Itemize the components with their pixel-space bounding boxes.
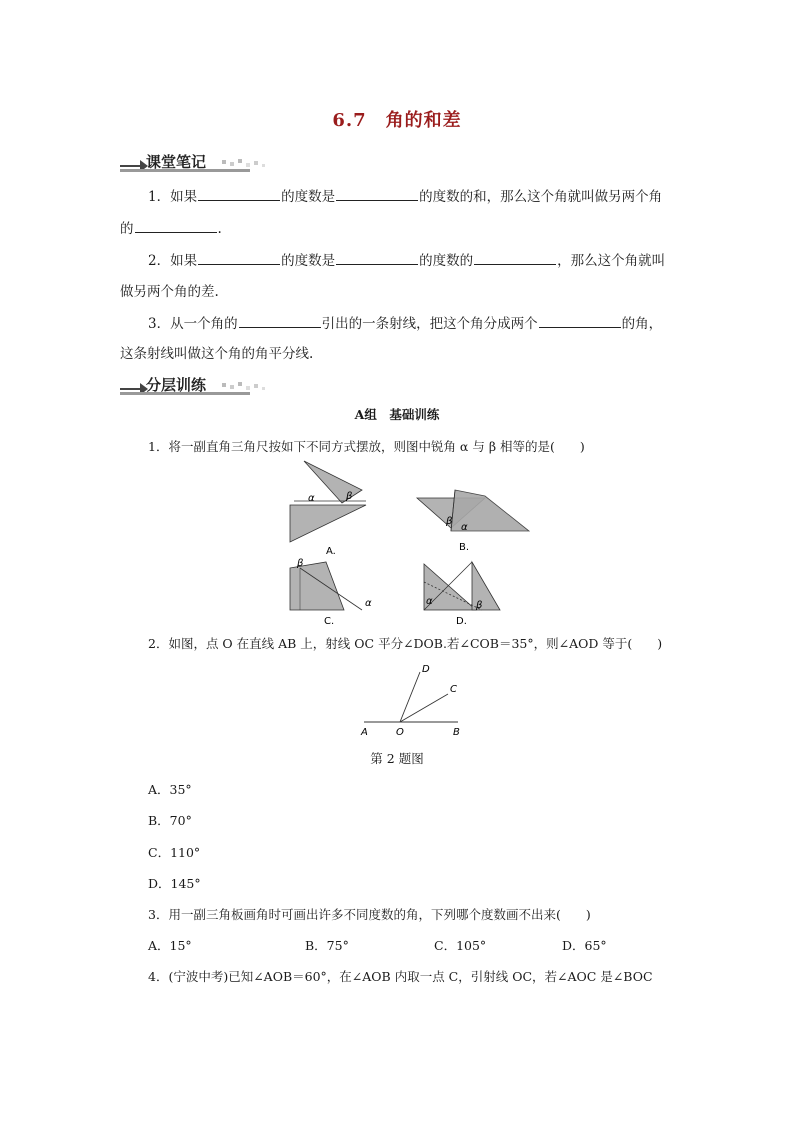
point-b-label: B [453,727,460,738]
figure-caption: A. [326,546,336,557]
section-label: 分层训练 [146,376,207,394]
note-text: 的度数的和，那么这个角就叫做另两个角 [419,189,663,205]
point-d-label: D [422,664,430,675]
note-text: 2．如果 [148,253,198,269]
alpha-label: α [461,522,468,533]
figure-caption: D. [456,616,467,627]
fill-blank [239,313,321,328]
fill-blank [198,250,280,265]
alpha-label: α [365,598,372,609]
fill-blank [474,250,556,265]
note-text: 引出的一条射线，把这个角分成两个 [321,316,538,332]
question-2-text: 2．如图，点 O 在直线 AB 上，射线 OC 平分∠DOB.若∠COB＝35°，则∠AOD 等于( ) [148,636,663,651]
page-title: 6.7 角的和差 [332,110,462,131]
fill-blank [336,186,418,201]
figure-caption: B. [459,542,470,553]
question-3-option-c: C．105° [434,938,487,953]
figure-caption: 第 2 题图 [370,751,424,766]
note-text: 1．如果 [148,189,198,205]
question-3-option-d: D．65° [562,938,607,953]
question-4-text: 4．(宁波中考)已知∠AOB＝60°，在∠AOB 内取一点 C，引射线 OC，若∠AOC 是∠BOC [148,969,653,984]
question-3-option-b: B．75° [305,938,349,953]
section-header-training [118,374,268,396]
note-text: ，那么这个角就叫 [557,253,666,269]
group-heading: A组 基础训练 [354,407,440,422]
point-c-label: C [450,684,457,695]
question-3-text: 3．用一副三角板画角时可画出许多不同度数的角，下列哪个度数画不出来( ) [148,907,591,922]
note-text: 的度数的 [419,253,474,269]
note-3-line-2: 这条射线叫做这个角的角平分线. [120,346,314,362]
note-2-line-1 [148,250,665,271]
question-3-option-a: A．15° [148,938,192,953]
note-text: 的 [120,221,134,237]
question-1-text: 1．将一副直角三角尺按如下不同方式摆放，则图中锐角 α 与 β 相等的是( ) [148,439,585,454]
note-text: 的度数是 [281,189,336,205]
figure-b [415,486,535,556]
note-text: . [217,221,222,237]
figure-d [420,560,510,628]
section-label: 课堂笔记 [146,153,207,171]
question-2-option-b: B．70° [148,813,192,828]
note-1-line-1 [148,186,662,207]
point-o-label: O [396,727,404,738]
note-2-line-2: 做另两个角的差. [120,284,219,300]
note-1-line-2 [120,218,222,239]
question-2-option-c: C．110° [148,845,201,860]
alpha-label: α [308,493,315,504]
alpha-label: α [426,596,433,607]
fill-blank [336,250,418,265]
note-text: 3．从一个角的 [148,316,238,332]
question-2-option-a: A．35° [148,782,192,797]
note-text: 的度数是 [281,253,336,269]
fill-blank [198,186,280,201]
fill-blank [539,313,621,328]
figure-caption: C. [324,616,335,627]
beta-label: β [297,558,304,569]
beta-label: β [346,491,353,502]
note-text: 的角， [621,316,663,332]
figure-a [282,458,372,558]
question-2-figure [358,660,468,740]
note-3-line-1 [148,313,662,334]
question-2-option-d: D．145° [148,876,201,891]
beta-label: β [476,600,483,611]
fill-blank [135,218,217,233]
figure-c [286,556,376,628]
beta-label: β [446,516,453,527]
section-header-notes [118,151,268,173]
point-a-label: A [361,727,368,738]
